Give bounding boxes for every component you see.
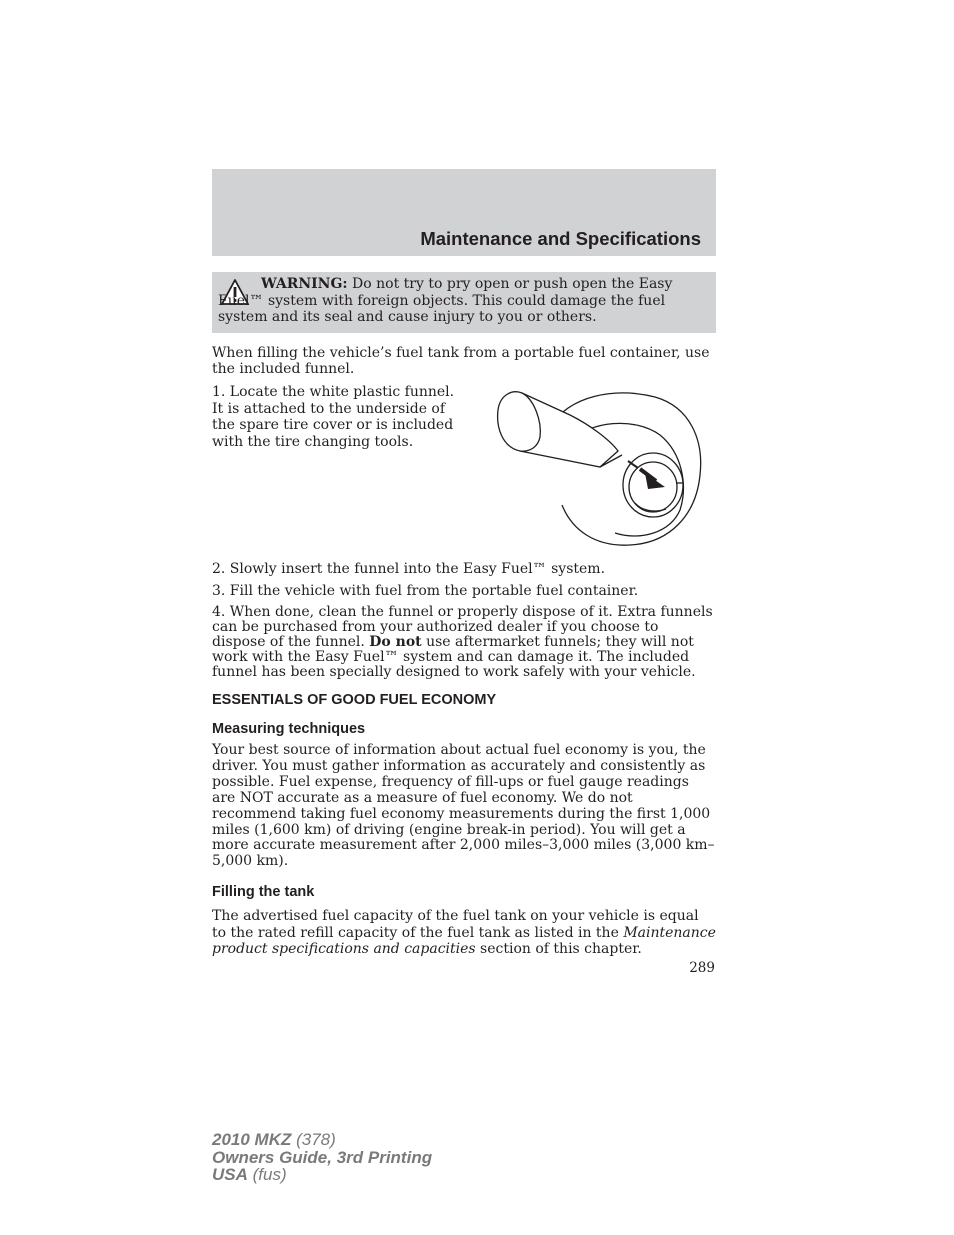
step-1: 1. Locate the white plastic funnel. It is attached to the underside of the spare tire cover or is included with the tire changing tools. (212, 384, 455, 450)
filling-paragraph (212, 908, 716, 958)
intro-paragraph: When filling the vehicle’s fuel tank from a portable fuel container, use the included funnel. (212, 345, 710, 377)
footer-line-1 (212, 1131, 432, 1149)
measuring-paragraph: Your best source of information about actual fuel economy is you, the driver. You must gather information as accurately and consistently as possible. Fuel expense, frequency of fill-ups or fuel gauge readings are NOT accurate as a measure of fuel economy. We do not recommend taking fuel economy measurements during the first 1,000 miles (1,600 km) of driving (engine break-in period). You will get a more accurate measurement after 2,000 miles–3,000 miles (3,000 km–5,000 km). (212, 742, 715, 870)
section-header-band (212, 169, 716, 256)
filling-text-italic: Maintenance product specifications and capacities (212, 924, 716, 957)
step-3: 3. Fill the vehicle with fuel from the portable fuel container. (212, 583, 639, 599)
step-4 (212, 605, 716, 680)
warning-box (212, 272, 716, 333)
warning-body: Do not try to pry open or push open the Easy Fuel™ system with foreign objects. This could damage the fuel system and its seal and cause injury to you or others. (218, 276, 673, 325)
step-4-text-a: 4. When done, clean the funnel or properly dispose of it. Extra funnels can be purchased from your authorized dealer if you choose to dispose of the funnel. (212, 604, 713, 650)
footer-market: USA (212, 1165, 248, 1184)
measuring-heading: Measuring techniques (212, 721, 366, 737)
footer-model: 2010 MKZ (212, 1130, 292, 1149)
step-4-text-b: use aftermarket funnels; they will not work with the Easy Fuel™ system and can damage it. The included funnel has been specially designed to work safely with your vehicle. (212, 633, 696, 680)
footer-line-2: Owners Guide, 3rd Printing (212, 1147, 433, 1167)
footer-model-code: (378) (291, 1130, 336, 1149)
warning-label: WARNING: (261, 276, 348, 292)
section-heading: ESSENTIALS OF GOOD FUEL ECONOMY (212, 692, 497, 708)
funnel-fuel-filler-illustration (490, 385, 708, 550)
step-4-bold: Do not (369, 633, 422, 650)
filling-heading: Filling the tank (212, 884, 315, 900)
footer-market-code: (fus) (247, 1165, 287, 1184)
footer-edition-info (212, 1131, 432, 1184)
section-title: Maintenance and Specifications (420, 228, 701, 249)
page-number: 289 (689, 960, 715, 976)
filling-text-b: section of this chapter. (475, 941, 642, 957)
step-2: 2. Slowly insert the funnel into the Easy Fuel™ system. (212, 561, 606, 577)
footer-line-3 (212, 1166, 432, 1184)
filling-text-a: The advertised fuel capacity of the fuel tank on your vehicle is equal to the rated refill capacity of the fuel tank as listed in the (212, 908, 699, 941)
warning-text (218, 276, 708, 326)
